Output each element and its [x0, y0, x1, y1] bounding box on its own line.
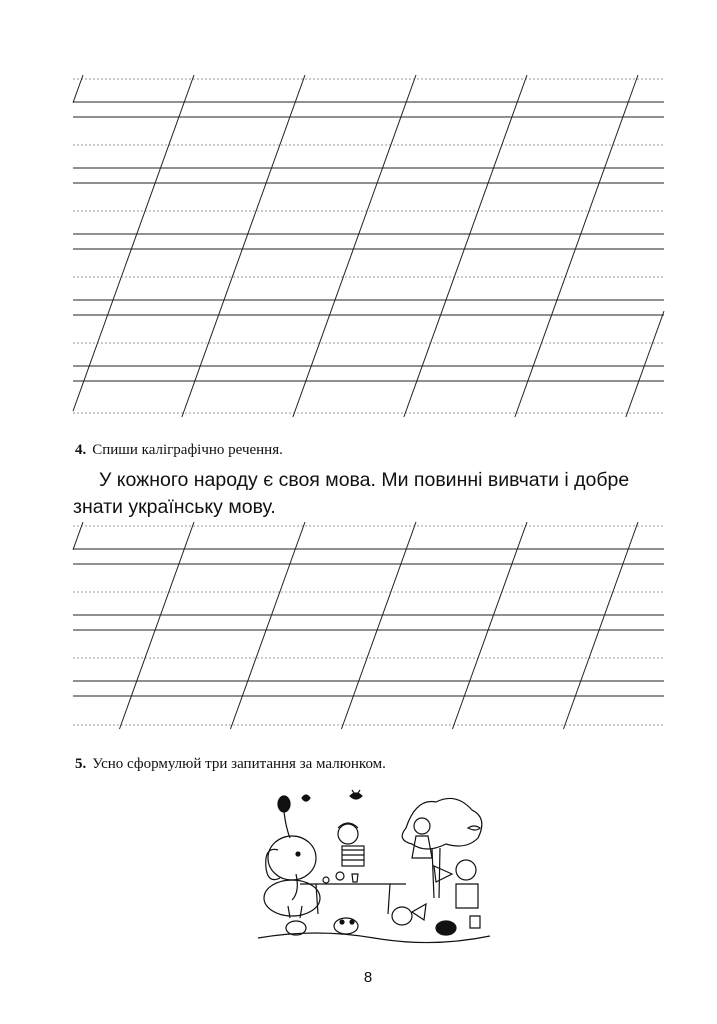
task-5-instruction: Усно сформулюй три запитання за малюнком. — [92, 756, 386, 772]
task-4-sentence: У кожного народу є своя мова. Ми повинні вивчати і добре знати українську мову. — [73, 469, 630, 518]
slant-guide-line — [563, 522, 638, 729]
task-5-heading — [75, 756, 386, 773]
page-number: 8 — [363, 969, 373, 986]
slant-guide-line — [230, 522, 305, 729]
slant-guide-line — [452, 522, 527, 729]
task-4-number: 4. — [75, 442, 87, 458]
slant-guide-line — [341, 522, 416, 729]
task-5-number: 5. — [75, 756, 87, 772]
slant-guide-line — [119, 522, 194, 729]
task-4-instruction: Спиши каліграфічно речення. — [92, 442, 283, 458]
illustration-icon — [256, 788, 492, 944]
